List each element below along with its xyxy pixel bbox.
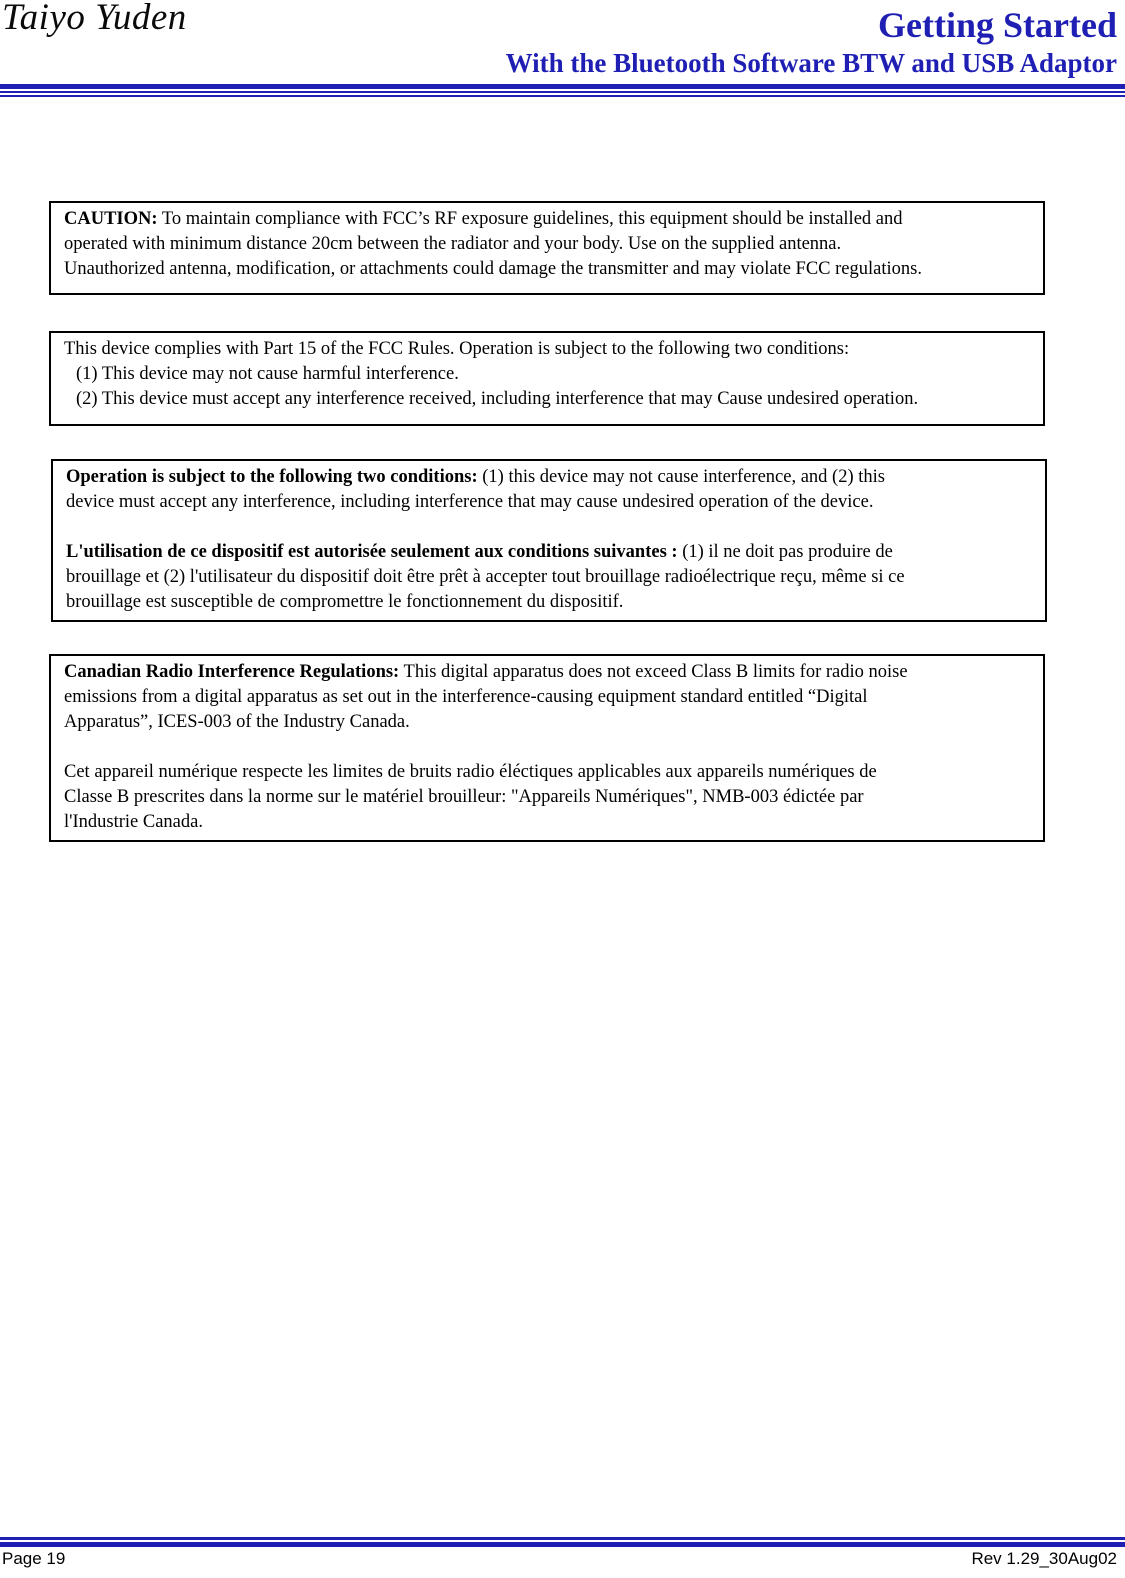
caution-line-1 <box>64 207 1031 232</box>
operation-en-line-2: device must accept any interference, including interference that may cause undesired operation of the device. <box>66 492 874 512</box>
caution-line-2: operated with minimum distance 20cm between the radiator and your body. Use on the supplied antenna. <box>64 234 842 254</box>
caution-label: CAUTION: <box>64 209 158 229</box>
header-divider-thin-1 <box>0 91 1125 93</box>
operation-fr-text-1: (1) il ne doit pas produire de <box>677 542 893 562</box>
canadian-regulations-box <box>49 654 1045 842</box>
canadian-label: Canadian Radio Interference Regulations: <box>64 662 400 682</box>
canadian-en-line-3: Apparatus”, ICES-003 of the Industry Canada. <box>64 712 410 732</box>
operation-conditions-box <box>51 459 1047 622</box>
header-divider-thick <box>0 84 1125 89</box>
canadian-fr-line-3: l'Industrie Canada. <box>64 812 203 832</box>
caution-notice-box <box>49 201 1045 295</box>
canadian-fr-line-1: Cet appareil numérique respecte les limites de bruits radio éléctiques applicables aux appareils numériques de <box>64 762 877 782</box>
footer-divider-thick <box>0 1542 1125 1547</box>
operation-fr-line-2: brouillage et (2) l'utilisateur du dispositif doit être prêt à accepter tout brouillage radioélectrique reçu, même si ce <box>66 567 905 587</box>
canadian-en-line-2: emissions from a digital apparatus as set out in the interference-causing equipment standard entitled “Digital <box>64 687 868 707</box>
header-divider-thin-2 <box>0 95 1125 97</box>
paragraph-gap <box>64 735 1031 760</box>
canadian-en-text-1: This digital apparatus does not exceed Class B limits for radio noise <box>399 662 908 682</box>
footer-divider-thin <box>0 1537 1125 1540</box>
fcc-part15-notice-box <box>49 331 1045 426</box>
paragraph-gap <box>66 515 1033 540</box>
caution-line-3: Unauthorized antenna, modification, or attachments could damage the transmitter and may violate FCC regulations. <box>64 259 922 279</box>
operation-fr-line-1 <box>66 540 1033 565</box>
part15-line-1: This device complies with Part 15 of the FCC Rules. Operation is subject to the following two conditions: <box>64 339 850 359</box>
caution-text-1: To maintain compliance with FCC’s RF exposure guidelines, this equipment should be installed and <box>157 209 903 229</box>
canadian-fr-line-2: Classe B prescrites dans la norme sur le matériel brouilleur: "Appareils Numériques", NMB-003 édictée par <box>64 787 864 807</box>
operation-fr-label: L'utilisation de ce dispositif est autorisée seulement aux conditions suivantes : <box>66 542 678 562</box>
canadian-en-line-1 <box>64 660 1031 685</box>
revision-label: Rev 1.29_30Aug02 <box>971 1549 1117 1568</box>
brand-name: Taiyo Yuden <box>2 0 187 38</box>
operation-en-text-1: (1) this device may not cause interference, and (2) this <box>477 467 885 487</box>
operation-fr-line-3: brouillage est susceptible de compromettre le fonctionnement du dispositif. <box>66 592 624 612</box>
part15-condition-2: (2) This device must accept any interference received, including interference that may Cause undesired operation. <box>76 389 919 409</box>
page-number: Page 19 <box>2 1549 66 1568</box>
page-subtitle: With the Bluetooth Software BTW and USB Adaptor <box>505 48 1117 78</box>
operation-en-label: Operation is subject to the following two conditions: <box>66 467 478 487</box>
page-title: Getting Started <box>878 5 1117 45</box>
part15-condition-1: (1) This device may not cause harmful interference. <box>76 364 459 384</box>
operation-en-line-1 <box>66 465 1033 490</box>
